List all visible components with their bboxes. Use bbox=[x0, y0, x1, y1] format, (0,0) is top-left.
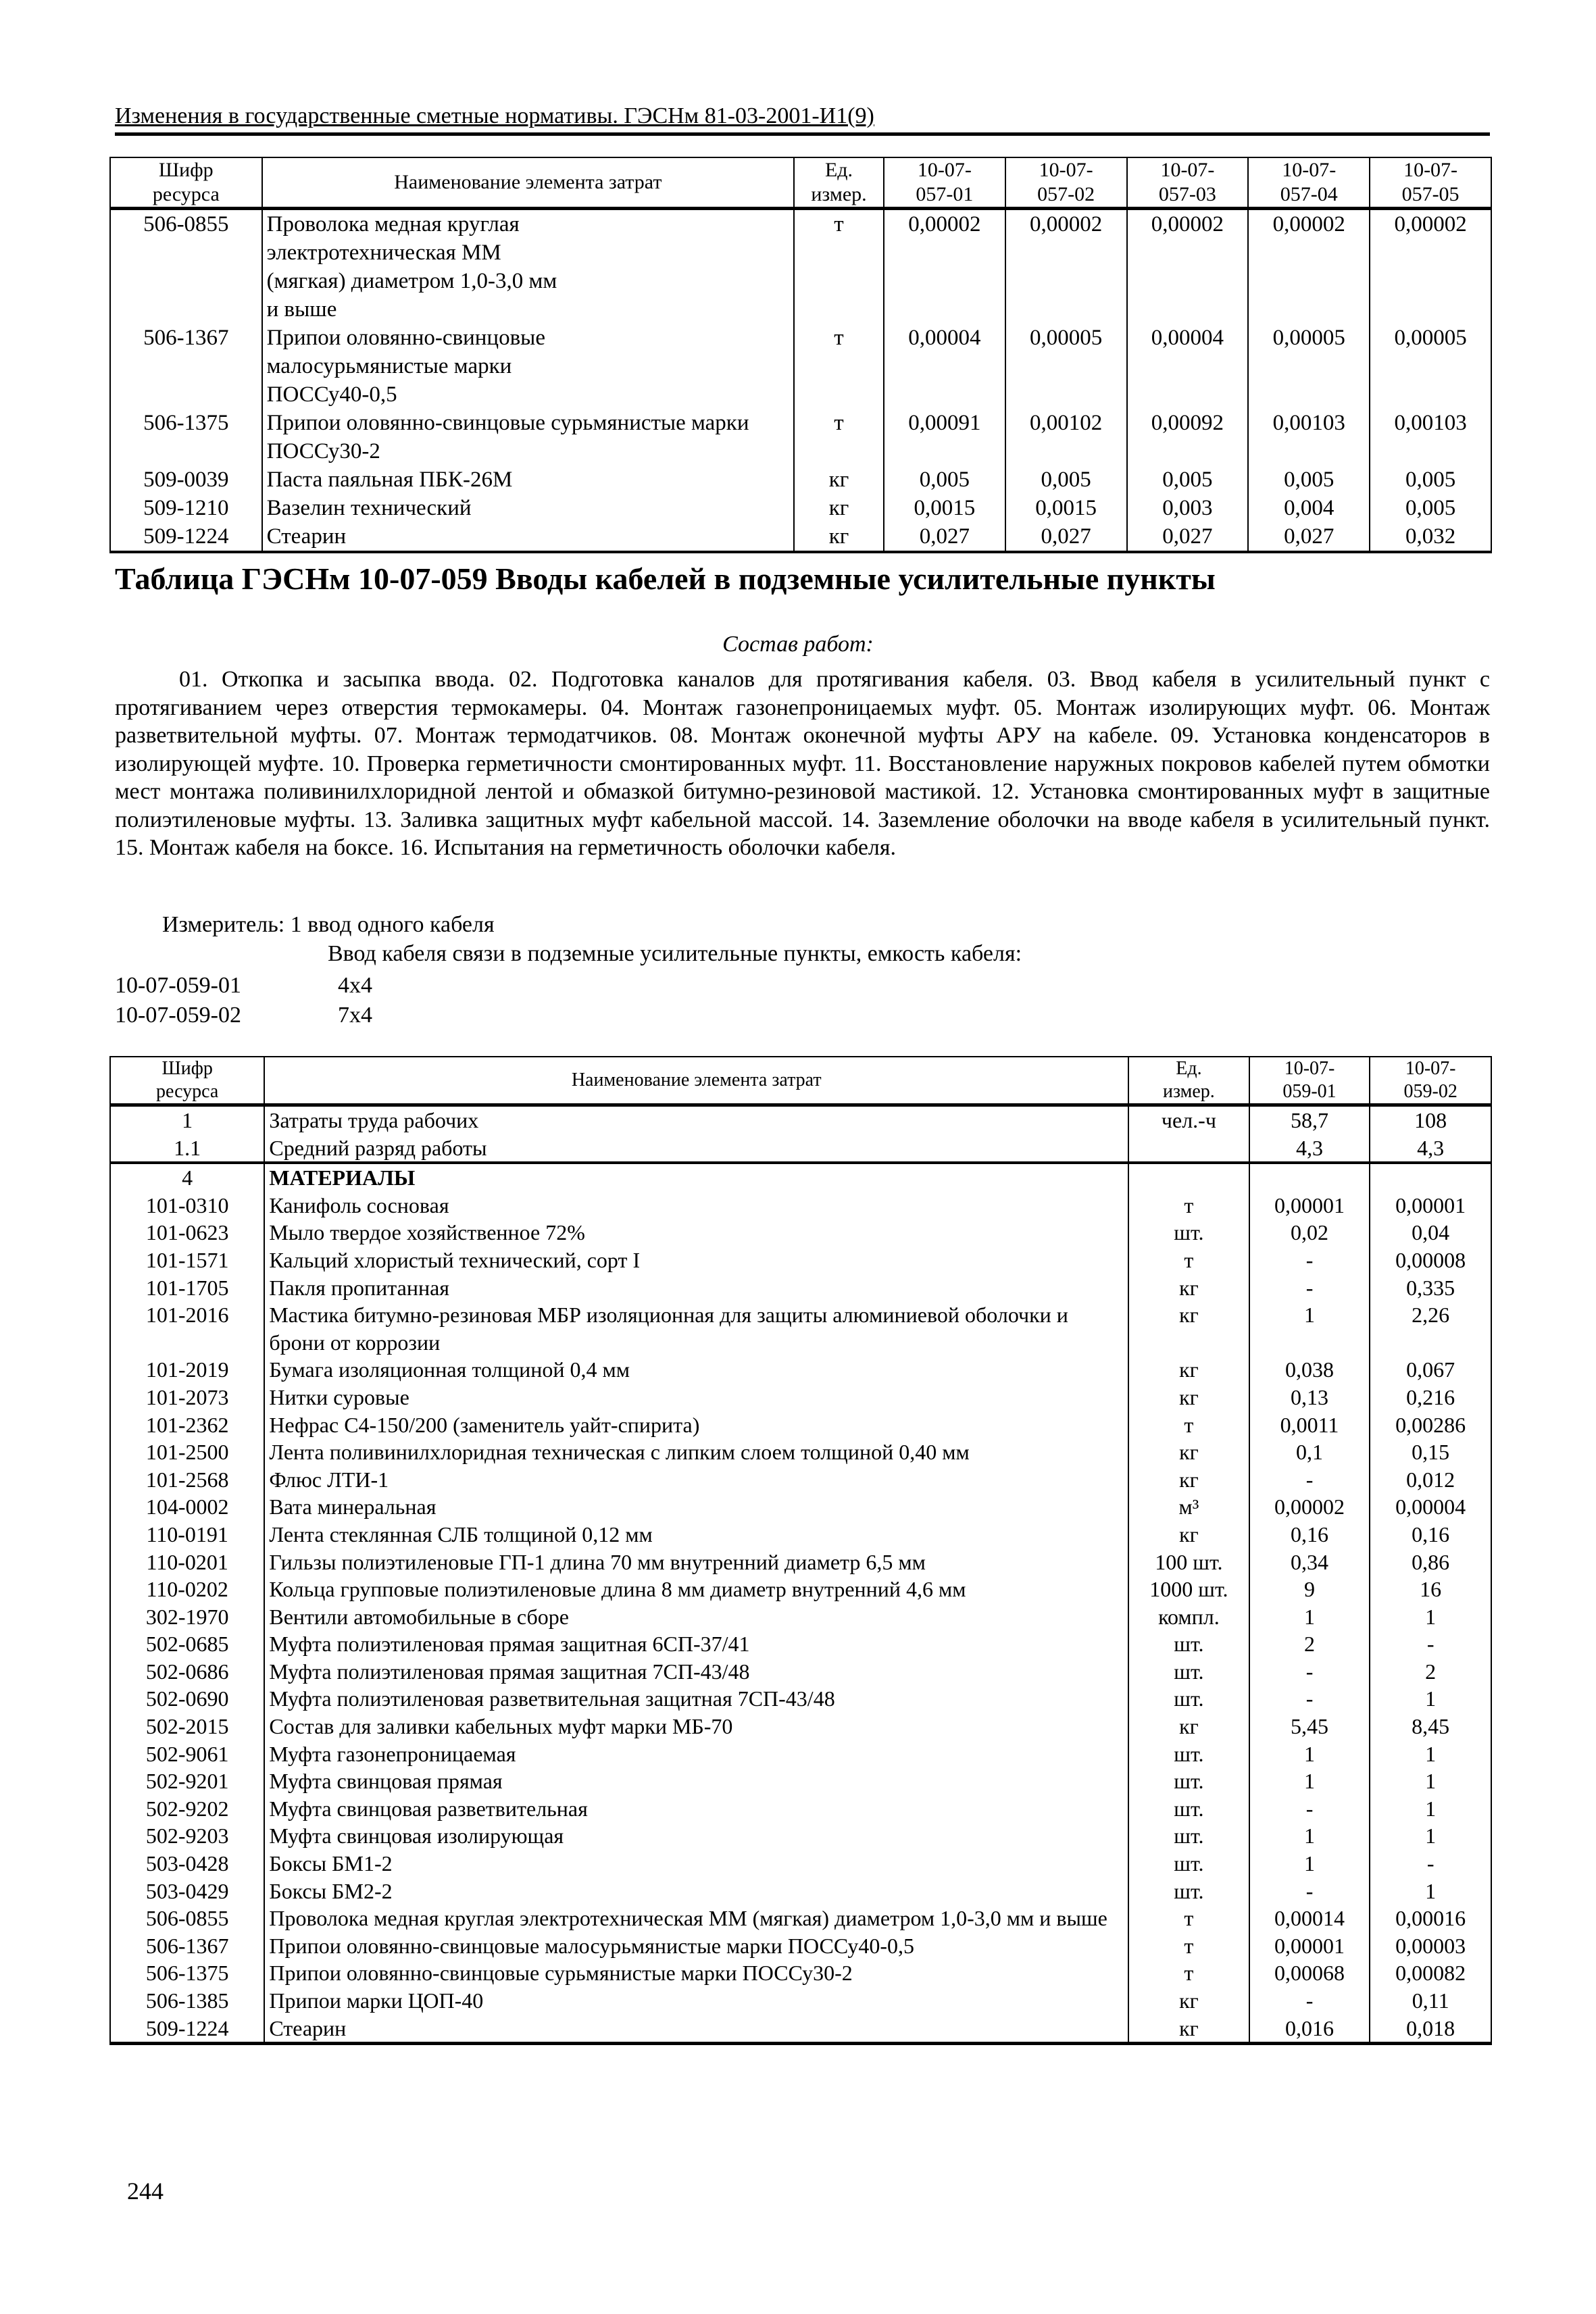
cell-value bbox=[1370, 1163, 1491, 1192]
cell-value: 0,02 bbox=[1249, 1219, 1370, 1247]
cell-unit: шт. bbox=[1128, 1850, 1249, 1878]
table-row bbox=[110, 1959, 1491, 1987]
cell-value: 4,3 bbox=[1370, 1134, 1491, 1163]
cell-value: 0,00016 bbox=[1370, 1905, 1491, 1932]
cell-value: 1 bbox=[1249, 1850, 1370, 1878]
cell-value: 0,005 bbox=[1370, 494, 1491, 522]
cell-code: 506-0855 bbox=[110, 209, 262, 324]
cell-code: 101-0310 bbox=[110, 1192, 264, 1219]
table-row bbox=[110, 1356, 1491, 1384]
cell-unit: шт. bbox=[1128, 1822, 1249, 1850]
cell-value: 1 bbox=[1370, 1878, 1491, 1905]
cell-unit: кг bbox=[1128, 2015, 1249, 2044]
cell-code: 110-0202 bbox=[110, 1576, 264, 1603]
table-10-07-057 bbox=[109, 157, 1492, 553]
cell-value: 0,005 bbox=[1005, 466, 1127, 494]
cell-name: Затраты труда рабочих bbox=[264, 1105, 1128, 1134]
cell-code: 506-1385 bbox=[110, 1987, 264, 2015]
col-057-04: 10-07- 057-04 bbox=[1248, 157, 1370, 209]
table-row bbox=[110, 1795, 1491, 1823]
cell-unit: кг bbox=[1128, 1987, 1249, 2015]
cell-name: Вазелин технический bbox=[262, 494, 794, 522]
table-row bbox=[110, 1219, 1491, 1247]
cell-code: 502-9061 bbox=[110, 1740, 264, 1768]
cell-value: 0,0015 bbox=[1005, 494, 1127, 522]
cell-value: 0,16 bbox=[1249, 1521, 1370, 1549]
cell-value: 0,00008 bbox=[1370, 1247, 1491, 1274]
cell-name: Припои оловянно-свинцовые малосурьмянистые марки ПОССу40-0,5 bbox=[264, 1932, 1128, 1960]
cell-unit: кг bbox=[794, 466, 884, 494]
cell-value: 0,00286 bbox=[1370, 1411, 1491, 1439]
cell-value: 0,018 bbox=[1370, 2015, 1491, 2044]
meter-text: Измеритель: 1 ввод одного кабеля bbox=[162, 912, 495, 937]
cell-name: Флюс ЛТИ-1 bbox=[264, 1466, 1128, 1494]
table-row bbox=[110, 1740, 1491, 1768]
table-row bbox=[110, 209, 1491, 324]
cell-value: 0,012 bbox=[1370, 1466, 1491, 1494]
page-number: 244 bbox=[127, 2178, 164, 2205]
cell-code: 509-1224 bbox=[110, 2015, 264, 2044]
table-row bbox=[110, 1576, 1491, 1603]
cell-name: Стеарин bbox=[262, 522, 794, 552]
table-row bbox=[110, 1411, 1491, 1439]
cell-value: - bbox=[1249, 1987, 1370, 2015]
cell-value: 0,04 bbox=[1370, 1219, 1491, 1247]
cell-value: 0,00102 bbox=[1005, 409, 1127, 466]
cell-code: 101-2019 bbox=[110, 1356, 264, 1384]
norm-code-line bbox=[115, 1003, 372, 1028]
table-row bbox=[110, 1301, 1491, 1356]
cell-value: 0,038 bbox=[1249, 1356, 1370, 1384]
cell-unit: кг bbox=[794, 494, 884, 522]
cell-unit: кг bbox=[1128, 1301, 1249, 1356]
work-composition-text: 01. Откопка и засыпка ввода. 02. Подготовка каналов для протягивания кабеля. 03. Ввод кабеля в усилительный пункт с протягиванием через отверстия термокамеры. 04. Монтаж газонепроницаемых муфт. 05. Монтаж изолирующих муфт. 06. Монтаж разветвительной муфты. 07. Монтаж термодатчиков. 08. Монтаж оконечной муфты АРУ на кабеле. 09. Установка конденсаторов в изолирующей муфте. 10. Проверка герметичности смонтированных муфт. 11. Восстановление наружных покровов кабелей путем обмотки мест монтажа поливинилхлоридной лентой и обмазкой битумно-резиновой мастикой. 12. Установка смонтированных муфт в защитные полиэтиленовые муфты. 13. Заливка защитных муфт кабельной массой. 14. Заземление оболочки на вводе кабеля в усилительный пункт. 15. Монтаж кабеля на боксе. 16. Испытания на герметичность оболочки кабеля. bbox=[115, 667, 1490, 860]
cell-code: 101-2362 bbox=[110, 1411, 264, 1439]
col-unit: Ед. измер. bbox=[1128, 1057, 1249, 1105]
table-row bbox=[110, 1905, 1491, 1932]
table-row bbox=[110, 1247, 1491, 1274]
col-059-01: 10-07- 059-01 bbox=[1249, 1057, 1370, 1105]
cell-value: 0,00002 bbox=[1005, 209, 1127, 324]
cell-value: 0,11 bbox=[1370, 1987, 1491, 2015]
cell-unit: кг bbox=[1128, 1521, 1249, 1549]
section-title: Таблица ГЭСНм 10-07-059 Вводы кабелей в подземные усилительные пункты bbox=[115, 561, 1216, 596]
cell-code: 502-0685 bbox=[110, 1630, 264, 1658]
table-row bbox=[110, 1713, 1491, 1740]
cell-code: 110-0201 bbox=[110, 1549, 264, 1576]
cell-name: Кольца групповые полиэтиленовые длина 8 мм диаметр внутренний 4,6 мм bbox=[264, 1576, 1128, 1603]
cell-name: Лента стеклянная СЛБ толщиной 0,12 мм bbox=[264, 1521, 1128, 1549]
cell-name: Гильзы полиэтиленовые ГП-1 длина 70 мм внутренний диаметр 6,5 мм bbox=[264, 1549, 1128, 1576]
cell-value: - bbox=[1249, 1274, 1370, 1302]
cell-name: Муфта полиэтиленовая прямая защитная 7СП-43/48 bbox=[264, 1658, 1128, 1686]
cell-value: 1 bbox=[1249, 1603, 1370, 1631]
table-row bbox=[110, 1878, 1491, 1905]
cell-value: - bbox=[1249, 1658, 1370, 1686]
cell-unit: шт. bbox=[1128, 1767, 1249, 1795]
table-row bbox=[110, 1274, 1491, 1302]
col-057-03: 10-07- 057-03 bbox=[1127, 157, 1249, 209]
cell-value: 0,00004 bbox=[1127, 324, 1249, 409]
cell-name: Муфта полиэтиленовая разветвительная защитная 7СП-43/48 bbox=[264, 1685, 1128, 1713]
cell-value: 8,45 bbox=[1370, 1713, 1491, 1740]
table-row bbox=[110, 1987, 1491, 2015]
cell-name: Вентили автомобильные в сборе bbox=[264, 1603, 1128, 1631]
cell-name: Нефрас С4-150/200 (заменитель уайт-спирита) bbox=[264, 1411, 1128, 1439]
cell-value: 0,00004 bbox=[1370, 1493, 1491, 1521]
cell-code: 101-1571 bbox=[110, 1247, 264, 1274]
cell-value: 1 bbox=[1370, 1603, 1491, 1631]
cell-unit: компл. bbox=[1128, 1603, 1249, 1631]
cell-unit: м³ bbox=[1128, 1493, 1249, 1521]
page-header-title: Изменения в государственные сметные нормативы. ГЭСНм 81-03-2001-И1(9) bbox=[115, 103, 874, 128]
cell-unit: т bbox=[794, 209, 884, 324]
cell-unit: кг bbox=[1128, 1438, 1249, 1466]
table-caption: Ввод кабеля связи в подземные усилительные пункты, емкость кабеля: bbox=[328, 941, 1022, 966]
cell-value: 0,00005 bbox=[1370, 324, 1491, 409]
cell-value: 0,00001 bbox=[1249, 1192, 1370, 1219]
table-row bbox=[110, 1521, 1491, 1549]
cell-name: Боксы БМ1-2 bbox=[264, 1850, 1128, 1878]
cell-value: 0,216 bbox=[1370, 1384, 1491, 1411]
table-row bbox=[110, 466, 1491, 494]
table-row bbox=[110, 1850, 1491, 1878]
table-header-row bbox=[110, 1057, 1491, 1105]
cell-value: 0,00002 bbox=[884, 209, 1005, 324]
cell-code: 506-1375 bbox=[110, 409, 262, 466]
cell-name: Нитки суровые bbox=[264, 1384, 1128, 1411]
cell-unit: кг bbox=[1128, 1384, 1249, 1411]
cell-value: 0,00002 bbox=[1127, 209, 1249, 324]
cell-name: Мастика битумно-резиновая МБР изоляционная для защиты алюминиевой оболочки и брони от коррозии bbox=[264, 1301, 1128, 1356]
cell-value bbox=[1249, 1163, 1370, 1192]
table-row bbox=[110, 1822, 1491, 1850]
cell-value: 0,1 bbox=[1249, 1438, 1370, 1466]
cell-value: 0,00103 bbox=[1370, 409, 1491, 466]
col-name: Наименование элемента затрат bbox=[262, 157, 794, 209]
cell-name: Состав для заливки кабельных муфт марки МБ-70 bbox=[264, 1713, 1128, 1740]
col-057-05: 10-07- 057-05 bbox=[1370, 157, 1491, 209]
cell-unit: кг bbox=[1128, 1356, 1249, 1384]
table-row bbox=[110, 1163, 1491, 1192]
cell-value: 0,00002 bbox=[1370, 209, 1491, 324]
table-row bbox=[110, 324, 1491, 409]
table-row bbox=[110, 1685, 1491, 1713]
cell-unit: шт. bbox=[1128, 1795, 1249, 1823]
cell-code: 110-0191 bbox=[110, 1521, 264, 1549]
cell-value: 0,005 bbox=[1370, 466, 1491, 494]
cell-code: 506-0855 bbox=[110, 1905, 264, 1932]
cell-value: 2,26 bbox=[1370, 1301, 1491, 1356]
norm-code: 10-07-059-01 bbox=[115, 973, 241, 998]
norm-code-line bbox=[115, 973, 372, 999]
table-row bbox=[110, 1466, 1491, 1494]
cell-value: 1 bbox=[1249, 1740, 1370, 1768]
cell-value: 0,00005 bbox=[1248, 324, 1370, 409]
cell-code: 101-2568 bbox=[110, 1466, 264, 1494]
cell-unit: шт. bbox=[1128, 1630, 1249, 1658]
cell-unit: 1000 шт. bbox=[1128, 1576, 1249, 1603]
cell-unit bbox=[1128, 1134, 1249, 1163]
cell-code: 506-1367 bbox=[110, 1932, 264, 1960]
cell-name: Боксы БМ2-2 bbox=[264, 1878, 1128, 1905]
col-059-02: 10-07- 059-02 bbox=[1370, 1057, 1491, 1105]
cell-value: 0,335 bbox=[1370, 1274, 1491, 1302]
cell-code: 101-2500 bbox=[110, 1438, 264, 1466]
cell-code: 509-0039 bbox=[110, 466, 262, 494]
cell-name: Муфта газонепроницаемая bbox=[264, 1740, 1128, 1768]
cell-value: 0,067 bbox=[1370, 1356, 1491, 1384]
cell-value: 0,00068 bbox=[1249, 1959, 1370, 1987]
cell-value: - bbox=[1249, 1685, 1370, 1713]
cell-value: 0,00014 bbox=[1249, 1905, 1370, 1932]
cell-value: 0,13 bbox=[1249, 1384, 1370, 1411]
cell-unit: кг bbox=[1128, 1713, 1249, 1740]
table-row bbox=[110, 522, 1491, 552]
cell-code: 502-2015 bbox=[110, 1713, 264, 1740]
cell-value: 1 bbox=[1370, 1740, 1491, 1768]
col-name: Наименование элемента затрат bbox=[264, 1057, 1128, 1105]
cell-unit: чел.-ч bbox=[1128, 1105, 1249, 1134]
cell-name: Припои оловянно-свинцовые сурьмянистые марки ПОССу30-2 bbox=[264, 1959, 1128, 1987]
cell-unit: т bbox=[1128, 1192, 1249, 1219]
cell-value: 0,027 bbox=[884, 522, 1005, 552]
cell-value: 0,005 bbox=[1248, 466, 1370, 494]
cell-value: - bbox=[1249, 1795, 1370, 1823]
cell-code: 101-0623 bbox=[110, 1219, 264, 1247]
cell-name: Припои оловянно-свинцовые малосурьмянистые марки ПОССу40-0,5 bbox=[262, 324, 794, 409]
cell-value: 0,004 bbox=[1248, 494, 1370, 522]
cell-value: 0,00005 bbox=[1005, 324, 1127, 409]
cell-unit: т bbox=[794, 324, 884, 409]
cell-code: 502-9203 bbox=[110, 1822, 264, 1850]
cell-value: 0,34 bbox=[1249, 1549, 1370, 1576]
cell-value: 0,0015 bbox=[884, 494, 1005, 522]
table-row bbox=[110, 1658, 1491, 1686]
cell-code: 509-1224 bbox=[110, 522, 262, 552]
cell-code: 506-1367 bbox=[110, 324, 262, 409]
table-10-07-059 bbox=[109, 1056, 1492, 2045]
cell-unit: кг bbox=[1128, 1466, 1249, 1494]
cell-value: - bbox=[1249, 1247, 1370, 1274]
cell-unit: шт. bbox=[1128, 1658, 1249, 1686]
cell-value: 0,032 bbox=[1370, 522, 1491, 552]
cell-name: Проволока медная круглая электротехническая ММ (мягкая) диаметром 1,0-3,0 мм и выше bbox=[262, 209, 794, 324]
cell-value: 0,00004 bbox=[884, 324, 1005, 409]
table-row bbox=[110, 1630, 1491, 1658]
cell-value: 0,00082 bbox=[1370, 1959, 1491, 1987]
cell-code: 1 bbox=[110, 1105, 264, 1134]
cell-unit: т bbox=[1128, 1932, 1249, 1960]
cell-value: 0,003 bbox=[1127, 494, 1249, 522]
cell-value: 5,45 bbox=[1249, 1713, 1370, 1740]
cell-value: 9 bbox=[1249, 1576, 1370, 1603]
table-row bbox=[110, 1438, 1491, 1466]
cell-value: 0,00001 bbox=[1249, 1932, 1370, 1960]
table-row bbox=[110, 1549, 1491, 1576]
table-row bbox=[110, 2015, 1491, 2044]
cell-name: Муфта полиэтиленовая прямая защитная 6СП-37/41 bbox=[264, 1630, 1128, 1658]
cell-code: 101-2073 bbox=[110, 1384, 264, 1411]
cell-name: Муфта свинцовая изолирующая bbox=[264, 1822, 1128, 1850]
cell-name: Мыло твердое хозяйственное 72% bbox=[264, 1219, 1128, 1247]
cell-code: 502-0690 bbox=[110, 1685, 264, 1713]
cell-value: 0,0011 bbox=[1249, 1411, 1370, 1439]
cell-unit: шт. bbox=[1128, 1685, 1249, 1713]
cell-name: Припои марки ЦОП-40 bbox=[264, 1987, 1128, 2015]
cell-unit: 100 шт. bbox=[1128, 1549, 1249, 1576]
cell-value: 0,005 bbox=[884, 466, 1005, 494]
col-code: Шифр ресурса bbox=[110, 157, 262, 209]
cell-value: 0,00092 bbox=[1127, 409, 1249, 466]
norm-capacity: 7х4 bbox=[338, 1003, 372, 1028]
cell-name: Муфта свинцовая разветвительная bbox=[264, 1795, 1128, 1823]
cell-value: 0,00003 bbox=[1370, 1932, 1491, 1960]
cell-value: 1 bbox=[1249, 1767, 1370, 1795]
cell-unit: т bbox=[794, 409, 884, 466]
table-header-row bbox=[110, 157, 1491, 209]
table-row bbox=[110, 1192, 1491, 1219]
cell-value: 0,027 bbox=[1127, 522, 1249, 552]
cell-value: 2 bbox=[1249, 1630, 1370, 1658]
cell-value: 0,00001 bbox=[1370, 1192, 1491, 1219]
cell-value: 0,00103 bbox=[1248, 409, 1370, 466]
cell-value: 2 bbox=[1370, 1658, 1491, 1686]
cell-name: Средний разряд работы bbox=[264, 1134, 1128, 1163]
cell-value: 0,15 bbox=[1370, 1438, 1491, 1466]
cell-code: 101-1705 bbox=[110, 1274, 264, 1302]
cell-code: 503-0428 bbox=[110, 1850, 264, 1878]
cell-code: 502-9201 bbox=[110, 1767, 264, 1795]
table-row bbox=[110, 1603, 1491, 1631]
cell-name: Припои оловянно-свинцовые сурьмянистые марки ПОССу30-2 bbox=[262, 409, 794, 466]
cell-unit: шт. bbox=[1128, 1740, 1249, 1768]
table-row bbox=[110, 1493, 1491, 1521]
cell-code: 509-1210 bbox=[110, 494, 262, 522]
table-row bbox=[110, 409, 1491, 466]
cell-value: 4,3 bbox=[1249, 1134, 1370, 1163]
cell-name: МАТЕРИАЛЫ bbox=[264, 1163, 1128, 1192]
cell-code: 101-2016 bbox=[110, 1301, 264, 1356]
cell-value: 0,16 bbox=[1370, 1521, 1491, 1549]
cell-value: 108 bbox=[1370, 1105, 1491, 1134]
cell-name: Канифоль сосновая bbox=[264, 1192, 1128, 1219]
cell-unit: т bbox=[1128, 1905, 1249, 1932]
page-header bbox=[115, 101, 1490, 136]
cell-code: 104-0002 bbox=[110, 1493, 264, 1521]
cell-value: 1 bbox=[1370, 1685, 1491, 1713]
cell-value: 0,027 bbox=[1248, 522, 1370, 552]
cell-value: - bbox=[1249, 1466, 1370, 1494]
cell-value: - bbox=[1249, 1878, 1370, 1905]
cell-value: 0,00002 bbox=[1248, 209, 1370, 324]
section-subtitle: Состав работ: bbox=[722, 632, 874, 657]
cell-code: 1.1 bbox=[110, 1134, 264, 1163]
norm-code: 10-07-059-02 bbox=[115, 1003, 241, 1028]
table-row bbox=[110, 1105, 1491, 1134]
table-row bbox=[110, 1932, 1491, 1960]
cell-name: Паста паяльная ПБК-26М bbox=[262, 466, 794, 494]
cell-value: 16 bbox=[1370, 1576, 1491, 1603]
table-row bbox=[110, 494, 1491, 522]
col-057-02: 10-07- 057-02 bbox=[1005, 157, 1127, 209]
cell-unit: кг bbox=[794, 522, 884, 552]
cell-name: Муфта свинцовая прямая bbox=[264, 1767, 1128, 1795]
cell-value: 1 bbox=[1249, 1301, 1370, 1356]
cell-name: Лента поливинилхлоридная техническая с липким слоем толщиной 0,40 мм bbox=[264, 1438, 1128, 1466]
cell-value: 1 bbox=[1370, 1795, 1491, 1823]
cell-value: 0,00091 bbox=[884, 409, 1005, 466]
cell-name: Бумага изоляционная толщиной 0,4 мм bbox=[264, 1356, 1128, 1384]
table-row bbox=[110, 1134, 1491, 1163]
table-row bbox=[110, 1767, 1491, 1795]
cell-unit: т bbox=[1128, 1411, 1249, 1439]
cell-unit: т bbox=[1128, 1959, 1249, 1987]
cell-value: 0,016 bbox=[1249, 2015, 1370, 2044]
cell-unit bbox=[1128, 1163, 1249, 1192]
col-unit: Ед. измер. bbox=[794, 157, 884, 209]
cell-value: 58,7 bbox=[1249, 1105, 1370, 1134]
cell-value: 1 bbox=[1370, 1822, 1491, 1850]
cell-code: 503-0429 bbox=[110, 1878, 264, 1905]
cell-name: Проволока медная круглая электротехническая ММ (мягкая) диаметром 1,0-3,0 мм и выше bbox=[264, 1905, 1128, 1932]
cell-name: Стеарин bbox=[264, 2015, 1128, 2044]
cell-unit: шт. bbox=[1128, 1878, 1249, 1905]
table-row bbox=[110, 1384, 1491, 1411]
cell-value: 0,00002 bbox=[1249, 1493, 1370, 1521]
cell-value: 0,005 bbox=[1127, 466, 1249, 494]
cell-value: 0,86 bbox=[1370, 1549, 1491, 1576]
cell-value: 0,027 bbox=[1005, 522, 1127, 552]
cell-value: - bbox=[1370, 1850, 1491, 1878]
cell-name: Пакля пропитанная bbox=[264, 1274, 1128, 1302]
col-code: Шифр ресурса bbox=[110, 1057, 264, 1105]
cell-unit: шт. bbox=[1128, 1219, 1249, 1247]
cell-value: 1 bbox=[1370, 1767, 1491, 1795]
col-057-01: 10-07- 057-01 bbox=[884, 157, 1005, 209]
cell-value: 1 bbox=[1249, 1822, 1370, 1850]
cell-code: 506-1375 bbox=[110, 1959, 264, 1987]
cell-code: 4 bbox=[110, 1163, 264, 1192]
cell-value: - bbox=[1370, 1630, 1491, 1658]
cell-unit: т bbox=[1128, 1247, 1249, 1274]
cell-code: 502-0686 bbox=[110, 1658, 264, 1686]
cell-name: Вата минеральная bbox=[264, 1493, 1128, 1521]
cell-name: Кальций хлористый технический, сорт I bbox=[264, 1247, 1128, 1274]
cell-code: 302-1970 bbox=[110, 1603, 264, 1631]
cell-unit: кг bbox=[1128, 1274, 1249, 1302]
cell-code: 502-9202 bbox=[110, 1795, 264, 1823]
norm-capacity: 4х4 bbox=[338, 973, 372, 998]
